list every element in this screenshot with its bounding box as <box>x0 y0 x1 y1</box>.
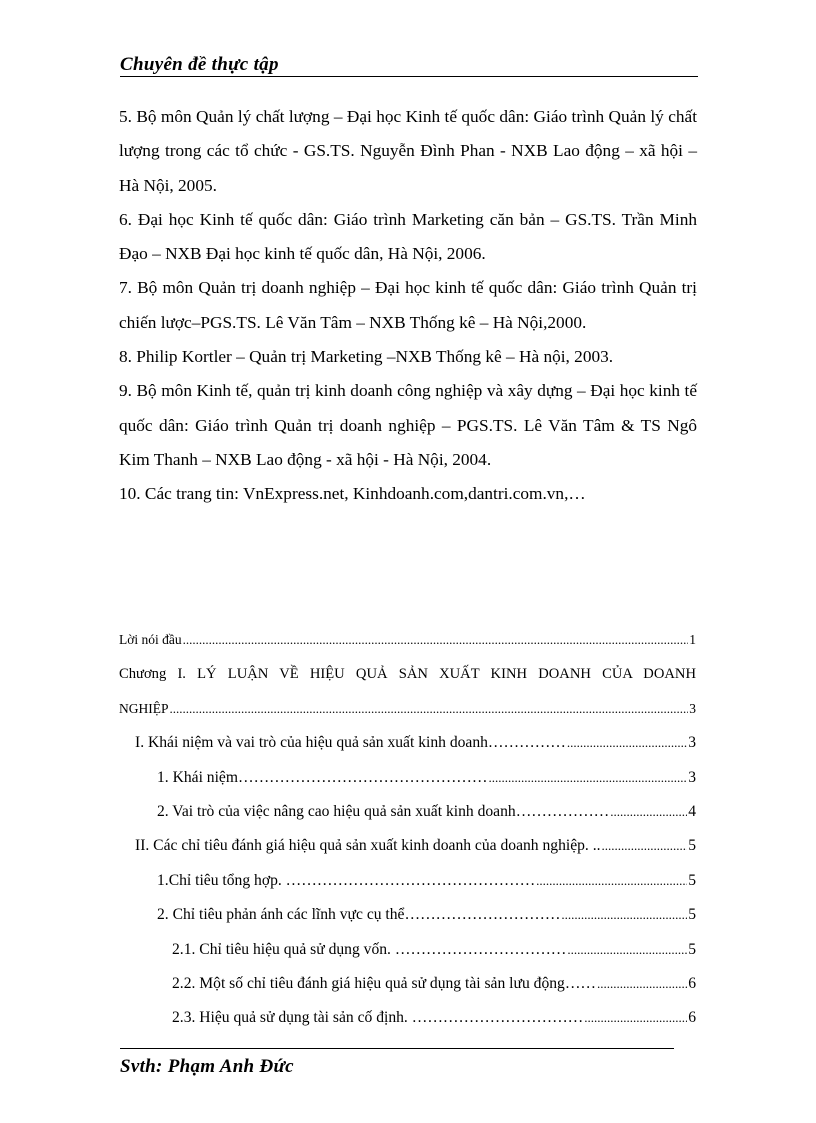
table-of-contents <box>119 623 696 1036</box>
toc-page-number: 6 <box>688 974 696 992</box>
toc-page-number: 5 <box>688 871 696 889</box>
toc-entry <box>119 933 696 967</box>
toc-label: NGHIỆP <box>119 700 169 716</box>
toc-entry <box>119 761 696 795</box>
toc-leader <box>610 795 687 829</box>
toc-page-number: 3 <box>688 768 696 786</box>
toc-leader <box>561 898 687 932</box>
toc-leader <box>584 1001 687 1035</box>
toc-leader <box>183 623 689 657</box>
reference-item: 9. Bộ môn Kinh tế, quản trị kinh doanh công nghiệp và xây dựng – Đại học kinh tế quốc dân: Giáo trình Quản trị doanh nghiệp – PGS.TS. Lê Văn Tâm & TS Ngô Kim Thanh – NXB Lao động - xã hội - Hà Nội, 2004. <box>119 381 697 469</box>
toc-page-number: 5 <box>688 906 696 924</box>
toc-leader <box>602 829 688 863</box>
toc-entry <box>119 726 696 760</box>
toc-page-number: 1 <box>689 632 696 647</box>
toc-page-number: 3 <box>689 700 696 716</box>
toc-label: 1.Chỉ tiêu tổng hợp. ………………………………………… <box>157 871 536 889</box>
reference-item: 6. Đại học Kinh tế quốc dân: Giáo trình Marketing căn bản – GS.TS. Trần Minh Đạo – NXB Đại học kinh tế quốc dân, Hà Nội, 2006. <box>119 209 697 264</box>
page-footer <box>120 1048 674 1077</box>
toc-page-number: 6 <box>688 1009 696 1027</box>
toc-leader <box>488 761 687 795</box>
toc-entry <box>119 864 696 898</box>
toc-label: 1. Khái niệm………………………………………… <box>157 768 488 786</box>
toc-entry-preface <box>119 623 696 657</box>
toc-entry <box>119 967 696 1001</box>
toc-label: II. Các chỉ tiêu đánh giá hiệu quả sản xuất kinh doanh của doanh nghiệp. .. <box>135 837 601 855</box>
toc-label: 2.2. Một số chỉ tiêu đánh giá hiệu quả sử dụng tài sản lưu động…… <box>172 974 597 992</box>
toc-label: I. Khái niệm và vai trò của hiệu quả sản xuất kinh doanh…………… <box>135 734 566 752</box>
reference-item: 7. Bộ môn Quản trị doanh nghiệp – Đại học kinh tế quốc dân: Giáo trình Quản trị chiến lược–PGS.TS. Lê Văn Tâm – NXB Thống kê – Hà Nội,2000. <box>119 278 697 332</box>
toc-leader <box>597 967 687 1001</box>
toc-leader <box>567 726 687 760</box>
toc-leader <box>536 864 687 898</box>
toc-label: Lời nói đầu <box>119 632 182 647</box>
toc-label: 2. Vai trò của việc nâng cao hiệu quả sản xuất kinh doanh……………… <box>157 802 610 820</box>
toc-chapter-title: Chương I. LÝ LUẬN VỀ HIỆU QUẢ SẢN XUẤT KINH DOANH CỦA DOANH <box>119 666 696 683</box>
footer-author: Svth: Phạm Anh Đức <box>120 1056 294 1077</box>
toc-label: 2.3. Hiệu quả sử dụng tài sản cố định. …………………………… <box>172 1009 584 1027</box>
toc-label: 2.1. Chỉ tiêu hiệu quả sử dụng vốn. …………………………… <box>172 940 567 958</box>
toc-leader <box>567 933 687 967</box>
toc-page-number: 5 <box>688 837 696 855</box>
toc-page-number: 5 <box>688 940 696 958</box>
page-header <box>120 52 698 77</box>
toc-leader <box>170 692 689 726</box>
reference-item: 8. Philip Kortler – Quản trị Marketing –NXB Thống kê – Hà nội, 2003. <box>119 347 614 367</box>
toc-entry <box>119 1001 696 1035</box>
toc-page-number: 4 <box>688 802 696 820</box>
reference-item: 10. Các trang tin: VnExpress.net, Kinhdoanh.com,dantri.com.vn,… <box>119 484 586 504</box>
reference-list <box>119 100 697 512</box>
toc-entry-chapter1 <box>119 692 696 726</box>
toc-entry <box>119 795 696 829</box>
header-title: Chuyên đề thực tập <box>120 54 279 75</box>
toc-label: 2. Chỉ tiêu phản ánh các lĩnh vực cụ thể………………………… <box>157 906 561 924</box>
reference-item: 5. Bộ môn Quản lý chất lượng – Đại học Kinh tế quốc dân: Giáo trình Quản lý chất lượng trong các tổ chức - GS.TS. Nguyễn Đình Phan - NXB Lao động – xã hội – Hà Nội, 2005. <box>119 107 697 195</box>
toc-entry <box>119 898 696 932</box>
toc-page-number: 3 <box>688 734 696 752</box>
toc-entry <box>119 829 696 863</box>
